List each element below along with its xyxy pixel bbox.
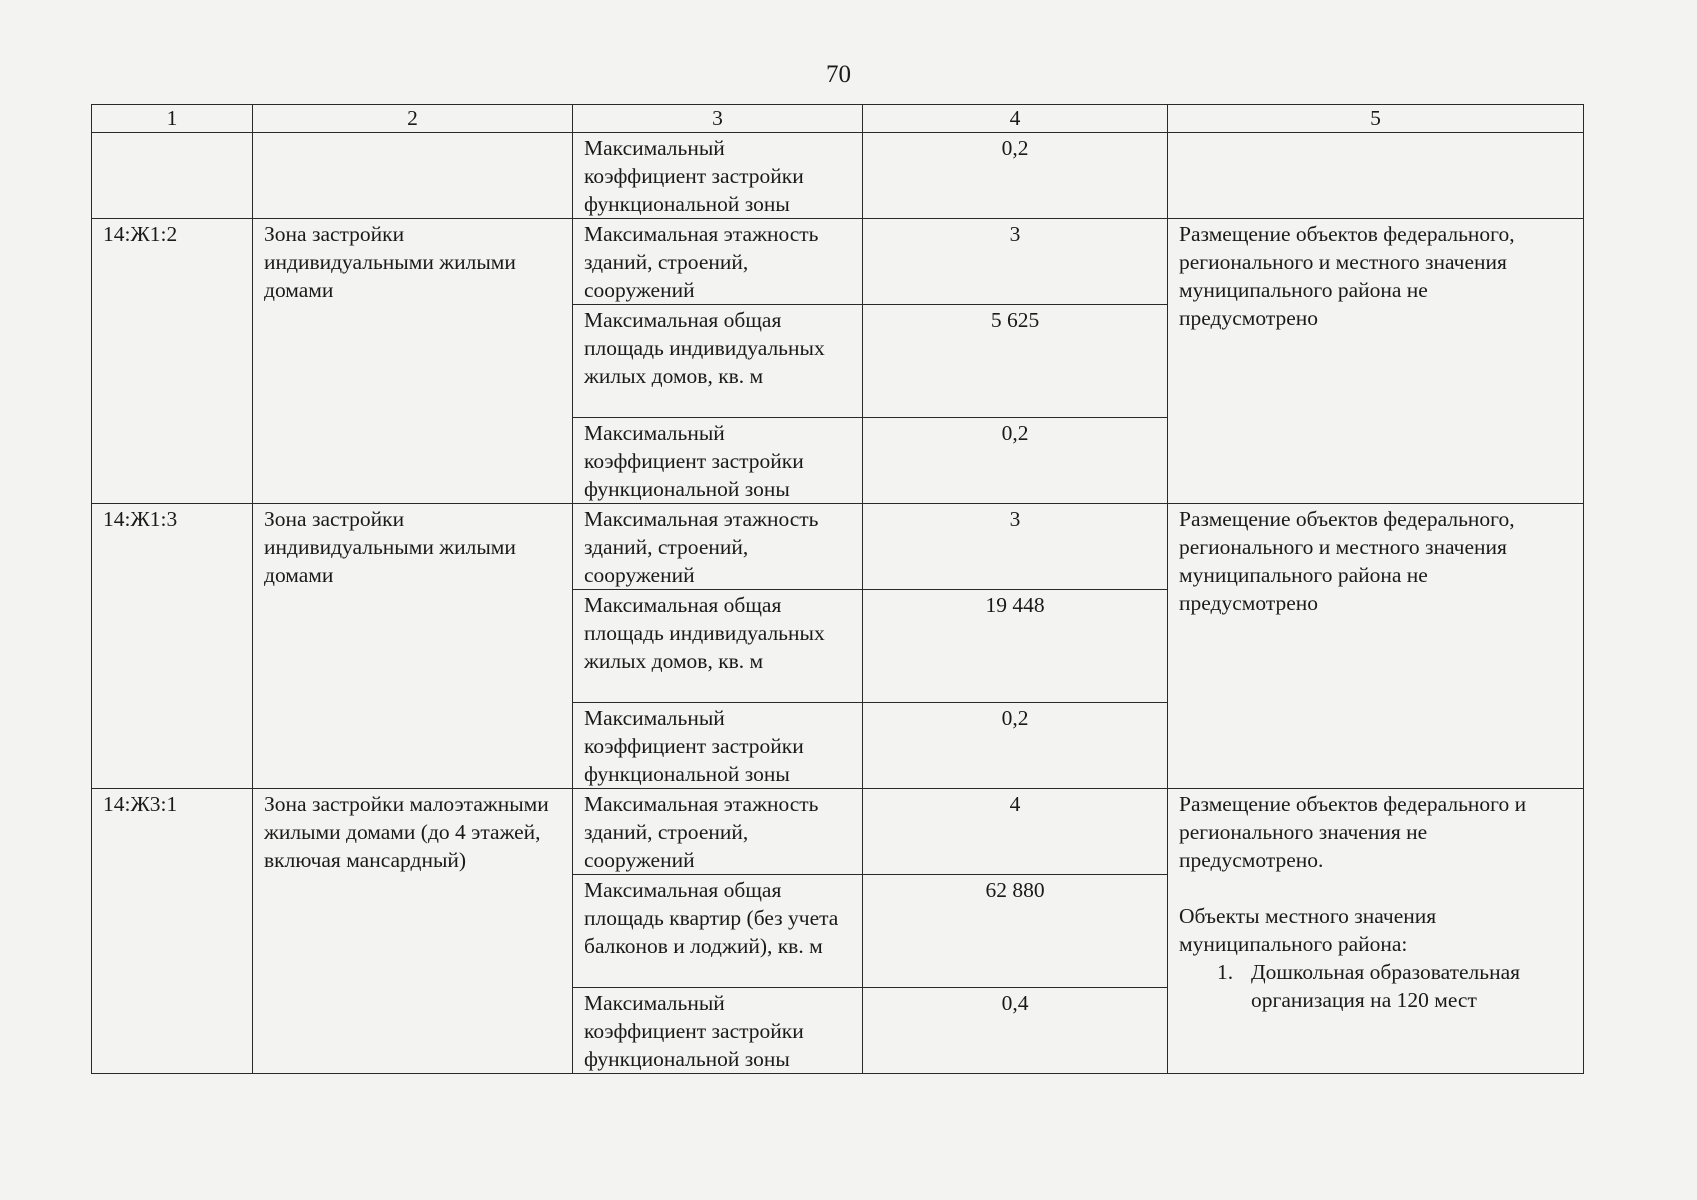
param-value: 3 (863, 504, 1168, 590)
param-label: Максимальная общая площадь квартир (без учета балконов и лоджий), кв. м (573, 875, 863, 988)
zone-name: Зона застройки малоэтажными жилыми домами (до 4 этажей, включая мансардный) (253, 789, 573, 1074)
local-objects-list (1179, 958, 1572, 1014)
param-label: Максимальная общая площадь индивидуальных жилых домов, кв. м (573, 305, 863, 418)
zone-name: Зона застройки индивидуальными жилыми домами (253, 219, 573, 504)
zone-code-cell (92, 133, 253, 219)
placement-text: Размещение объектов федерального, регионального и местного значения муниципального района не предусмотрено (1168, 504, 1584, 789)
header-row (92, 105, 1584, 133)
param-label: Максимальный коэффициент застройки функциональной зоны (573, 988, 863, 1074)
zone-name: Зона застройки индивидуальными жилыми домами (253, 504, 573, 789)
column-header: 1 (92, 105, 253, 133)
param-value: 62 880 (863, 875, 1168, 988)
table-row (92, 504, 1584, 590)
column-header: 2 (253, 105, 573, 133)
param-value: 3 (863, 219, 1168, 305)
param-label: Максимальная общая площадь индивидуальных жилых домов, кв. м (573, 590, 863, 703)
placement-text: Размещение объектов федерального, регионального и местного значения муниципального района не предусмотрено (1168, 219, 1584, 504)
param-value: 0,2 (863, 703, 1168, 789)
zone-code: 14:Ж1:2 (92, 219, 253, 504)
param-label: Максимальный коэффициент застройки функциональной зоны (573, 703, 863, 789)
zones-table (91, 104, 1584, 1074)
param-value: 5 625 (863, 305, 1168, 418)
zone-code: 14:Ж3:1 (92, 789, 253, 1074)
list-item-number: 1. (1217, 960, 1234, 984)
column-header: 3 (573, 105, 863, 133)
placement-cell (1168, 133, 1584, 219)
list-item-text: Дошкольная образовательная организация на 120 мест (1251, 960, 1521, 1012)
param-value: 0,2 (863, 133, 1168, 219)
param-value: 0,2 (863, 418, 1168, 504)
param-value: 4 (863, 789, 1168, 875)
column-header: 4 (863, 105, 1168, 133)
zone-name-cell (253, 133, 573, 219)
zone-code: 14:Ж1:3 (92, 504, 253, 789)
list-item (1179, 958, 1572, 1014)
param-value: 19 448 (863, 590, 1168, 703)
table-row (92, 219, 1584, 305)
page-number: 70 (826, 61, 851, 88)
placement-text: Размещение объектов федерального и регионального значения не предусмотрено. (1179, 792, 1527, 872)
param-value: 0,4 (863, 988, 1168, 1074)
local-objects-heading: Объекты местного значения муниципального района: (1179, 904, 1437, 956)
column-header: 5 (1168, 105, 1584, 133)
param-label: Максимальный коэффициент застройки функциональной зоны (573, 133, 863, 219)
param-label: Максимальная этажность зданий, строений, сооружений (573, 504, 863, 590)
table-row (92, 789, 1584, 875)
param-label: Максимальная этажность зданий, строений, сооружений (573, 219, 863, 305)
placement-cell (1168, 789, 1584, 1074)
param-label: Максимальный коэффициент застройки функциональной зоны (573, 418, 863, 504)
param-label: Максимальная этажность зданий, строений, сооружений (573, 789, 863, 875)
table-row (92, 133, 1584, 219)
